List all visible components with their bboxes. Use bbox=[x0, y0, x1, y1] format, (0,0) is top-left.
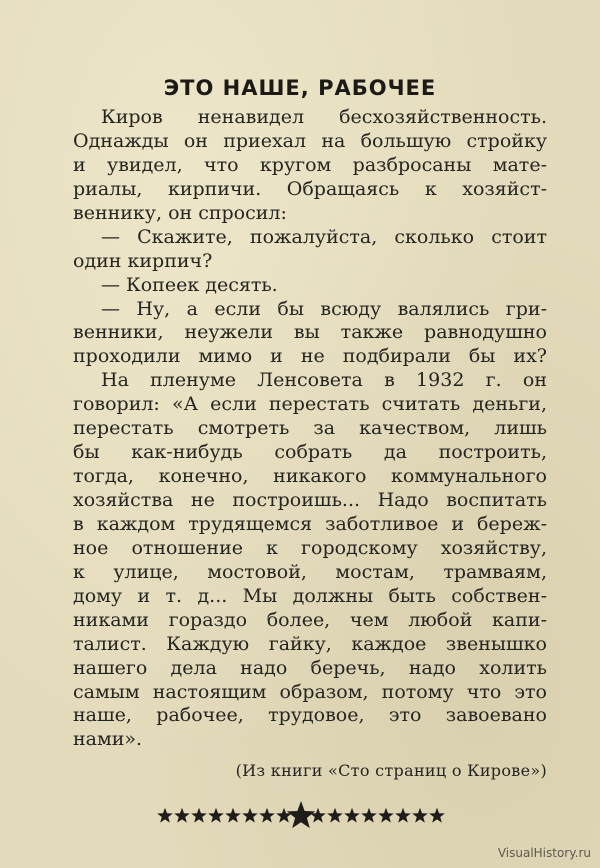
text-line: говорил: «А если перестать считать деньги, bbox=[73, 393, 547, 416]
star-divider bbox=[0, 800, 600, 832]
star-icon bbox=[412, 808, 428, 823]
star-icon bbox=[225, 808, 241, 823]
star-icon bbox=[327, 808, 343, 823]
large-star-icon bbox=[287, 801, 316, 828]
star-icon bbox=[191, 808, 207, 823]
text-line: перестать смотреть за качеством, лишь bbox=[73, 417, 547, 440]
text-line: На пленуме Ленсовета в 1932 г. он bbox=[101, 369, 547, 392]
text-line: — Копеек десять. bbox=[101, 273, 278, 296]
text-line: риалы, кирпичи. Обращаясь к хозяйст- bbox=[73, 177, 547, 200]
star-icon bbox=[157, 808, 173, 823]
text-line: Однажды он приехал на большую стройку bbox=[73, 129, 547, 152]
text-line: бы как-нибудь собрать да построить, bbox=[73, 441, 547, 464]
star-icon bbox=[259, 808, 275, 823]
text-line: хозяйства не построишь... Надо воспитать bbox=[73, 489, 547, 511]
text-line: проходили мимо и не подбирали бы их? bbox=[73, 345, 547, 368]
text-line: к улице, мостовой, мостам, трамваям, bbox=[73, 560, 547, 583]
text-line: талист. Каждую гайку, каждое звенышко bbox=[73, 632, 547, 655]
text-line: нами». bbox=[73, 728, 143, 751]
star-icon bbox=[276, 808, 292, 823]
text-line: Киров ненавидел бесхозяйственность. bbox=[101, 106, 547, 128]
text-line: ное отношение к городскому хозяйству, bbox=[73, 536, 547, 559]
text-line: в каждом трудящемся заботливое и береж- bbox=[73, 512, 547, 535]
article-body bbox=[73, 106, 547, 752]
star-icon bbox=[429, 808, 445, 823]
text-line: никами гораздо более, чем любой капи- bbox=[73, 608, 547, 631]
star-icon bbox=[395, 808, 411, 823]
star-icon bbox=[378, 808, 394, 823]
star-icon bbox=[174, 808, 190, 823]
text-line: веннику, он спросил: bbox=[73, 201, 287, 224]
source-citation: (Из книги «Сто страниц о Кирове») bbox=[235, 761, 547, 780]
text-line: и увидел, что кругом разбросаны мате- bbox=[73, 153, 547, 176]
star-icon bbox=[344, 808, 360, 823]
text-line: дому и т. д... Мы должны быть собствен- bbox=[73, 584, 547, 607]
star-icon bbox=[208, 808, 224, 823]
star-icon bbox=[310, 808, 326, 823]
text-line: венники, неужели вы также равнодушно bbox=[73, 321, 547, 344]
star-icon bbox=[242, 808, 258, 823]
text-line: один кирпич? bbox=[73, 249, 213, 272]
text-line: наше, рабочее, трудовое, это завоевано bbox=[73, 704, 547, 727]
star-icon bbox=[361, 808, 377, 823]
article-title: ЭТО НАШЕ, РАБОЧЕЕ bbox=[163, 76, 437, 100]
text-line: — Скажите, пожалуйста, сколько стоит bbox=[101, 225, 547, 248]
text-line: нашего дела надо беречь, надо холить bbox=[73, 656, 547, 679]
watermark: VisualHistory.ru bbox=[497, 846, 591, 860]
text-line: тогда, конечно, никакого коммунального bbox=[73, 465, 547, 488]
text-line: — Ну, а если бы всюду валялись гри- bbox=[101, 297, 547, 320]
text-line: самым настоящим образом, потому что это bbox=[73, 680, 547, 703]
